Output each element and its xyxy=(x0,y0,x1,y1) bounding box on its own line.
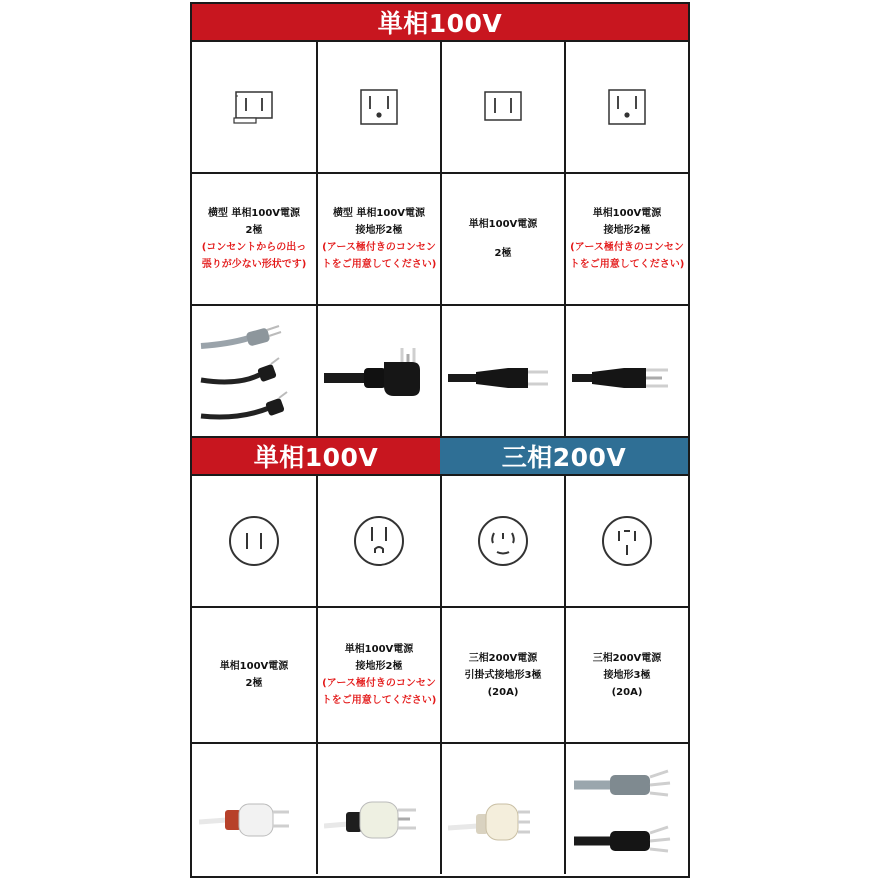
bottom-header-row xyxy=(192,438,688,474)
top-grid xyxy=(192,40,688,436)
desc-note: トをご用意してください) xyxy=(321,259,437,270)
desc-note: トをご用意してください) xyxy=(569,259,685,270)
outlet-rect-ground-icon xyxy=(597,84,657,130)
bottom-icon-cell-4 xyxy=(564,474,688,606)
bottom-text-cell-3 xyxy=(440,606,564,742)
straight-ground-plug-icon xyxy=(572,316,682,426)
desc-line: 単相100V電源 xyxy=(344,644,414,655)
bottom-photo-cell-1 xyxy=(192,742,316,874)
bottom-text-cell-4 xyxy=(564,606,688,742)
top-icon-cell-1 xyxy=(192,40,316,172)
desc-line: (20A) xyxy=(611,686,643,698)
desc-line: 三相200V電源 xyxy=(468,652,538,664)
bottom-icon-cell-3 xyxy=(440,474,564,606)
bottom-text-cell-2 xyxy=(316,606,440,742)
desc-line: 単相100V電源 xyxy=(592,208,662,219)
top-icon-cell-2 xyxy=(316,40,440,172)
bottom-icon-cell-1 xyxy=(192,474,316,606)
three-phase-4pin-plugs-icon xyxy=(572,749,682,869)
straight-2pin-plug-icon xyxy=(448,316,558,426)
desc-line: 単相100V電源 xyxy=(219,661,289,672)
desc-line: 接地形2極 xyxy=(603,225,651,236)
desc-line: 接地形3極 xyxy=(603,669,651,681)
desc-line: 横型 単相100V電源 xyxy=(332,208,426,219)
top-panel xyxy=(190,2,690,438)
top-photo-cell-2 xyxy=(316,304,440,436)
white-industrial-2pin-plug-icon xyxy=(199,754,309,864)
desc-line: 2極 xyxy=(494,248,512,259)
top-header: 単相100V xyxy=(192,4,688,40)
outlet-rect-2pole-side-icon xyxy=(224,84,284,130)
bottom-photo-cell-4 xyxy=(564,742,688,874)
top-icon-cell-4 xyxy=(564,40,688,172)
outlet-round-2pole-icon xyxy=(224,511,284,571)
top-photo-cell-3 xyxy=(440,304,564,436)
outlet-rect-ground-icon xyxy=(349,84,409,130)
top-text-cell-4 xyxy=(564,172,688,304)
bottom-header-right: 三相200V xyxy=(440,438,688,474)
desc-line: (20A) xyxy=(487,686,519,698)
top-text-cell-2 xyxy=(316,172,440,304)
bottom-text-cell-1 xyxy=(192,606,316,742)
bottom-panel xyxy=(190,438,690,878)
white-industrial-ground-plug-icon xyxy=(324,754,434,864)
desc-line: 横型 単相100V電源 xyxy=(207,208,301,219)
desc-note: (アース極付きのコンセン xyxy=(322,678,436,689)
top-text-cell-3 xyxy=(440,172,564,304)
desc-line: 接地形2極 xyxy=(355,225,403,236)
bottom-header-left: 単相100V xyxy=(192,438,440,474)
desc-line: 2極 xyxy=(245,225,263,236)
bottom-photo-cell-2 xyxy=(316,742,440,874)
bottom-icon-cell-2 xyxy=(316,474,440,606)
twistlock-3pole-plug-icon xyxy=(448,754,558,864)
desc-note: (アース極付きのコンセン xyxy=(570,242,684,253)
desc-note: (コンセントからの出っ xyxy=(201,242,307,253)
top-text-cell-1 xyxy=(192,172,316,304)
desc-line: 三相200V電源 xyxy=(592,652,662,664)
flat-angle-plug-cords-icon xyxy=(199,316,309,426)
desc-line: 接地形2極 xyxy=(355,661,403,672)
outlet-round-3pole-icon xyxy=(597,511,657,571)
top-photo-cell-4 xyxy=(564,304,688,436)
outlet-round-ground-icon xyxy=(349,511,409,571)
desc-note: 張りが少ない形状です) xyxy=(201,259,307,270)
bottom-photo-cell-3 xyxy=(440,742,564,874)
outlet-round-twistlock-icon xyxy=(473,511,533,571)
outlet-rect-2pole-icon xyxy=(473,84,533,130)
bottom-grid xyxy=(192,474,688,874)
desc-line: 2極 xyxy=(245,678,263,689)
top-photo-cell-1 xyxy=(192,304,316,436)
top-icon-cell-3 xyxy=(440,40,564,172)
desc-note: トをご用意してください) xyxy=(321,695,437,706)
desc-line: 引掛式接地形3極 xyxy=(464,669,542,681)
desc-line: 単相100V電源 xyxy=(468,219,538,230)
right-angle-ground-plug-icon xyxy=(324,316,434,426)
desc-note: (アース極付きのコンセン xyxy=(322,242,436,253)
